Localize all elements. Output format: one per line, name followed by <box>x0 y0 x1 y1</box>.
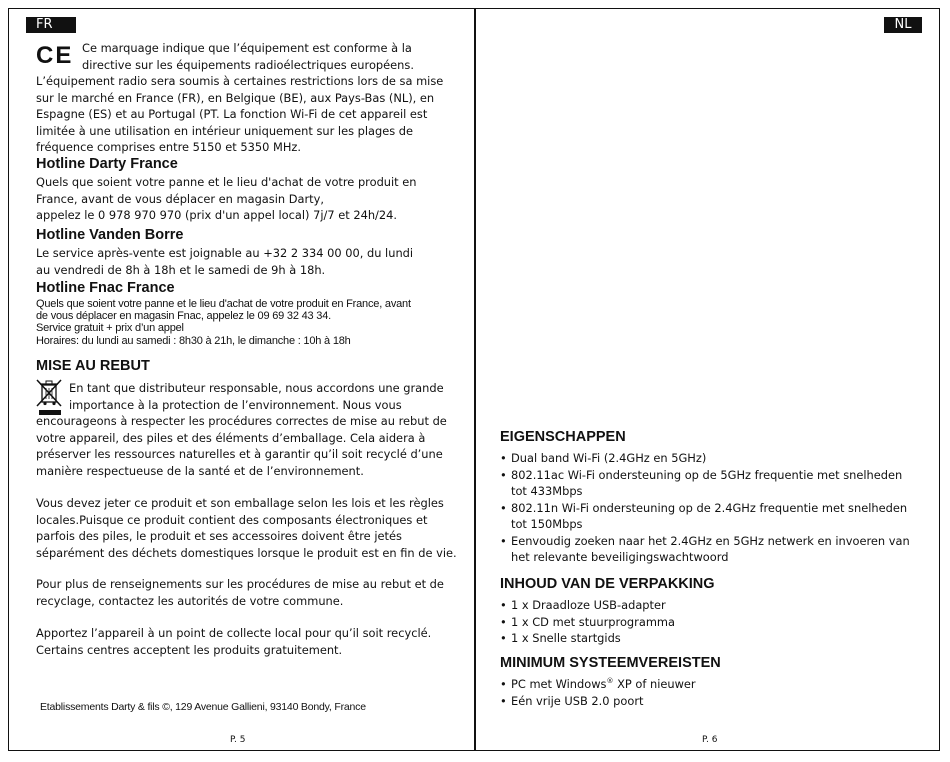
requirement-os-suffix: XP of nieuwer <box>613 677 696 691</box>
fnac-hotline-title: Hotline Fnac France <box>36 280 175 296</box>
features-title: EIGENSCHAPPEN <box>500 429 626 445</box>
system-requirements-list <box>500 676 920 709</box>
disposal-paragraph-1: encourageons à respecter les procédures correctes de mise au rebut de votre appareil, des piles et des éléments d’emballage. Cela aidera à préserver les ressources naturelles et à garantir qu’il soit recyclé d’une manière respectueuse de la santé et de l’environnement. <box>36 414 447 478</box>
ce-statement <box>82 40 462 73</box>
fnac-line-2: de vous déplacer en magasin Fnac, appelez le 09 69 32 43 34. <box>36 310 331 323</box>
darty-hotline-text <box>36 174 462 224</box>
disposal-paragraph-2: Vous devez jeter ce produit et son emballage selon les lois et les règles locales.Puisque ce produit contient des composants électroniques et parfois des piles, le produit et ses accessoires doivent être jetés séparément des déchets domestiques lorsque le produit est en fin de vie. <box>36 496 457 560</box>
disposal-title: MISE AU REBUT <box>36 358 150 374</box>
list-item: • 802.11n Wi-Fi ondersteuning op de 2.4GHz frequentie met snelheden tot 150Mbps <box>500 500 920 533</box>
disposal-paragraph-3: Pour plus de renseignements sur les procédures de mise au rebut et de recyclage, contactez les autorités de votre commune. <box>36 577 444 608</box>
list-item: • 1 x Snelle startgids <box>500 630 920 647</box>
disposal-paragraph-4: Apportez l’appareil à un point de collecte local pour qu’il soit recyclé. Certains centres acceptent les produits gratuitement. <box>36 626 432 657</box>
disposal-line-2: importance à la protection de l’environnement. Nous vous <box>69 397 402 412</box>
list-item: • Dual band Wi-Fi (2.4GHz en 5GHz) <box>500 450 920 467</box>
ce-line-1: Ce marquage indique que l’équipement est conforme à la <box>82 41 412 55</box>
list-item: • 1 x Draadloze USB-adapter <box>500 597 920 614</box>
fnac-hotline-text <box>36 298 466 347</box>
darty-hotline-title: Hotline Darty France <box>36 156 178 172</box>
ce-mark-logo: CE <box>36 42 74 69</box>
page-number-left: P. 5 <box>230 735 246 745</box>
crossed-bin-icon <box>36 379 64 417</box>
radio-restrictions-text: L’équipement radio sera soumis à certaines restrictions lors de sa mise sur le marché en France (FR), en Belgique (BE), aux Pays-Bas (NL), en Espagne (ES) et au Portugal (PT. La fonction Wi-Fi de cet appareil est limitée à une utilisation en intérieur uniquement sur les plages de fréquence comprises entre 5150 et 5350 MHz. <box>36 74 444 154</box>
list-item: • 1 x CD met stuurprogramma <box>500 614 920 631</box>
package-contents-list <box>500 597 920 647</box>
requirement-os-text: PC met Windows <box>511 677 607 691</box>
page-number-right: P. 6 <box>702 735 718 745</box>
list-item: • Eén vrije USB 2.0 poort <box>500 693 920 710</box>
features-list <box>500 450 920 566</box>
disposal-line-1: En tant que distributeur responsable, nous accordons une grande <box>69 381 444 395</box>
vanden-line-1: Le service après-vente est joignable au +32 2 334 00 00, du lundi <box>36 246 414 260</box>
fnac-line-4: Horaires: du lundi au samedi : 8h30 à 21h, le dimanche : 10h à 18h <box>36 334 351 347</box>
fnac-line-1: Quels que soient votre panne et le lieu d'achat de votre produit en France, avant <box>36 298 411 310</box>
company-address: Etablissements Darty & fils ©, 129 Avenue Gallieni, 93140 Bondy, France <box>40 701 366 713</box>
fnac-line-3: Service gratuit + prix d’un appel <box>36 322 184 335</box>
darty-line-3: appelez le 0 978 970 970 (prix d'un appel local) 7j/7 et 24h/24. <box>36 208 397 222</box>
disposal-intro <box>69 380 464 413</box>
list-item <box>500 676 920 693</box>
language-tag-nl: NL <box>884 17 922 33</box>
darty-line-2: France, avant de vous déplacer en magasin Darty, <box>36 191 324 206</box>
system-requirements-title: MINIMUM SYSTEEMVEREISTEN <box>500 655 721 671</box>
ce-line-2: directive sur les équipements radioélectriques européens. <box>82 57 414 72</box>
vanden-borre-hotline-text <box>36 245 462 278</box>
darty-line-1: Quels que soient votre panne et le lieu d'achat de votre produit en <box>36 175 417 189</box>
page-divider <box>474 8 476 751</box>
vanden-line-2: au vendredi de 8h à 18h et le samedi de 9h à 18h. <box>36 262 326 277</box>
language-tag-fr: FR <box>26 17 76 33</box>
list-item: • Eenvoudig zoeken naar het 2.4GHz en 5GHz netwerk en invoeren van het relevante beveiligingswachtwoord <box>500 533 920 566</box>
vanden-borre-hotline-title: Hotline Vanden Borre <box>36 227 184 243</box>
list-item: • 802.11ac Wi-Fi ondersteuning op de 5GHz frequentie met snelheden tot 433Mbps <box>500 467 920 500</box>
registered-mark: ® <box>606 677 614 686</box>
package-contents-title: INHOUD VAN DE VERPAKKING <box>500 576 715 592</box>
